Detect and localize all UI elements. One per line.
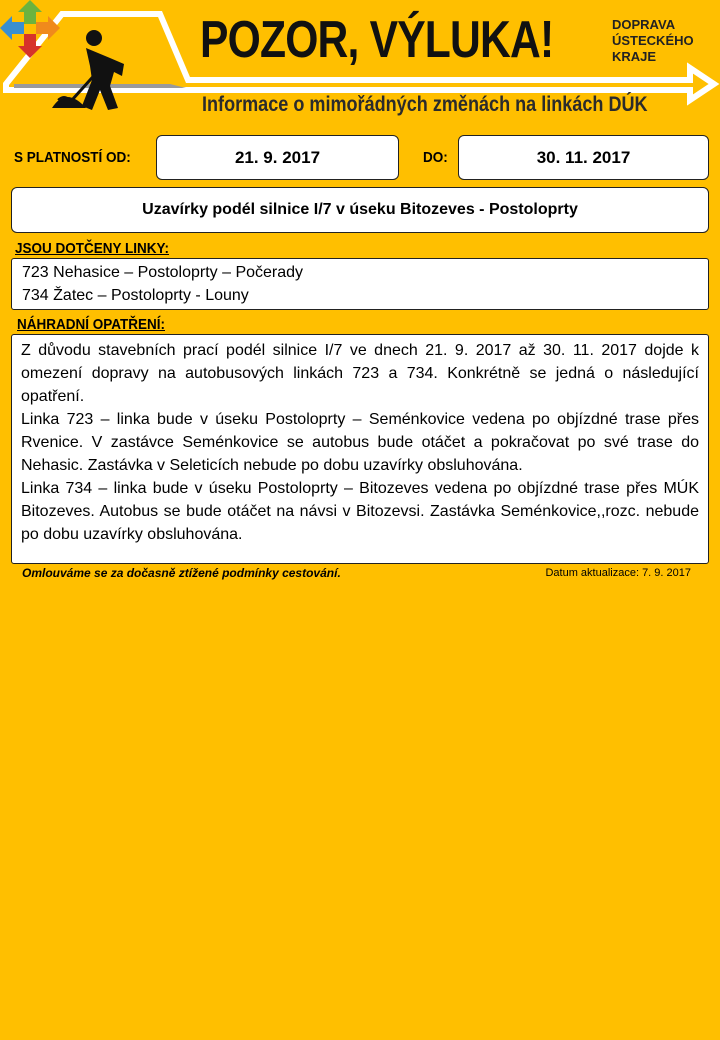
replacement-label: NÁHRADNÍ OPATŘENÍ:	[17, 316, 165, 333]
logo-line-2: ÚSTECKÉHO	[612, 33, 694, 48]
notice-title: Uzavírky podél silnice I/7 v úseku Bitozeves - Postoloprty	[142, 201, 578, 218]
affected-lines-label: JSOU DOTČENY LINKY:	[15, 240, 170, 257]
replacement-paragraph: Linka 723 – linka bude v úseku Postoloprty – Seménkovice vedena po objízdné trase přes Rvenice. V zastávce Seménkovice se autobus bude otáčet a pokračovat po své trase do Nehasic. Zastávka v Seleticích nebude po dobu uzavírky obsluhována.	[21, 411, 699, 474]
replacement-paragraph: Z důvodu stavebních prací podél silnice I/7 ve dnech 21. 9. 2017 až 30. 11. 2017 dojde k omezení dopravy na autobusových linkách 723 a 734. Konkrétně se jedná o následující opatření.	[21, 342, 699, 405]
validity-to-value: 30. 11. 2017	[536, 147, 631, 167]
page-subtitle: Informace o mimořádných změnách na linkách DÚK	[202, 93, 648, 116]
replacement-box	[11, 334, 709, 564]
validity-from-box	[156, 135, 399, 180]
duk-logo-icon	[0, 0, 60, 58]
apology-text: Omlouváme se za dočasně ztížené podmínky cestování.	[22, 566, 341, 580]
validity-from-value: 21. 9. 2017	[234, 147, 321, 167]
header-banner	[0, 0, 720, 130]
list-item: 723 Nehasice – Postoloprty – Počerady	[22, 264, 304, 281]
page-title: POZOR, VÝLUKA!	[200, 11, 554, 69]
affected-lines-box	[11, 258, 709, 310]
validity-to-label: DO:	[423, 149, 448, 166]
roadworker-icon	[52, 24, 172, 114]
duk-logo-text	[612, 17, 694, 65]
validity-from-label: S PLATNOSTÍ OD:	[14, 149, 131, 166]
update-date: Datum aktualizace: 7. 9. 2017	[545, 567, 691, 579]
logo-line-3: KRAJE	[612, 49, 657, 64]
list-item: 734 Žatec – Postoloprty - Louny	[22, 287, 249, 304]
validity-to-box	[458, 135, 709, 180]
replacement-paragraph: Linka 734 – linka bude v úseku Postoloprty – Bitozeves vedena po objízdné trase přes MÚK Bitozeves. Autobus se bude otáčet na návsi v Bitozevsi. Zastávka Seménkovice,,rozc. nebude po dobu uzavírky obsluhována.	[21, 480, 699, 543]
notice-title-box	[11, 187, 709, 233]
logo-line-1: DOPRAVA	[612, 17, 676, 32]
